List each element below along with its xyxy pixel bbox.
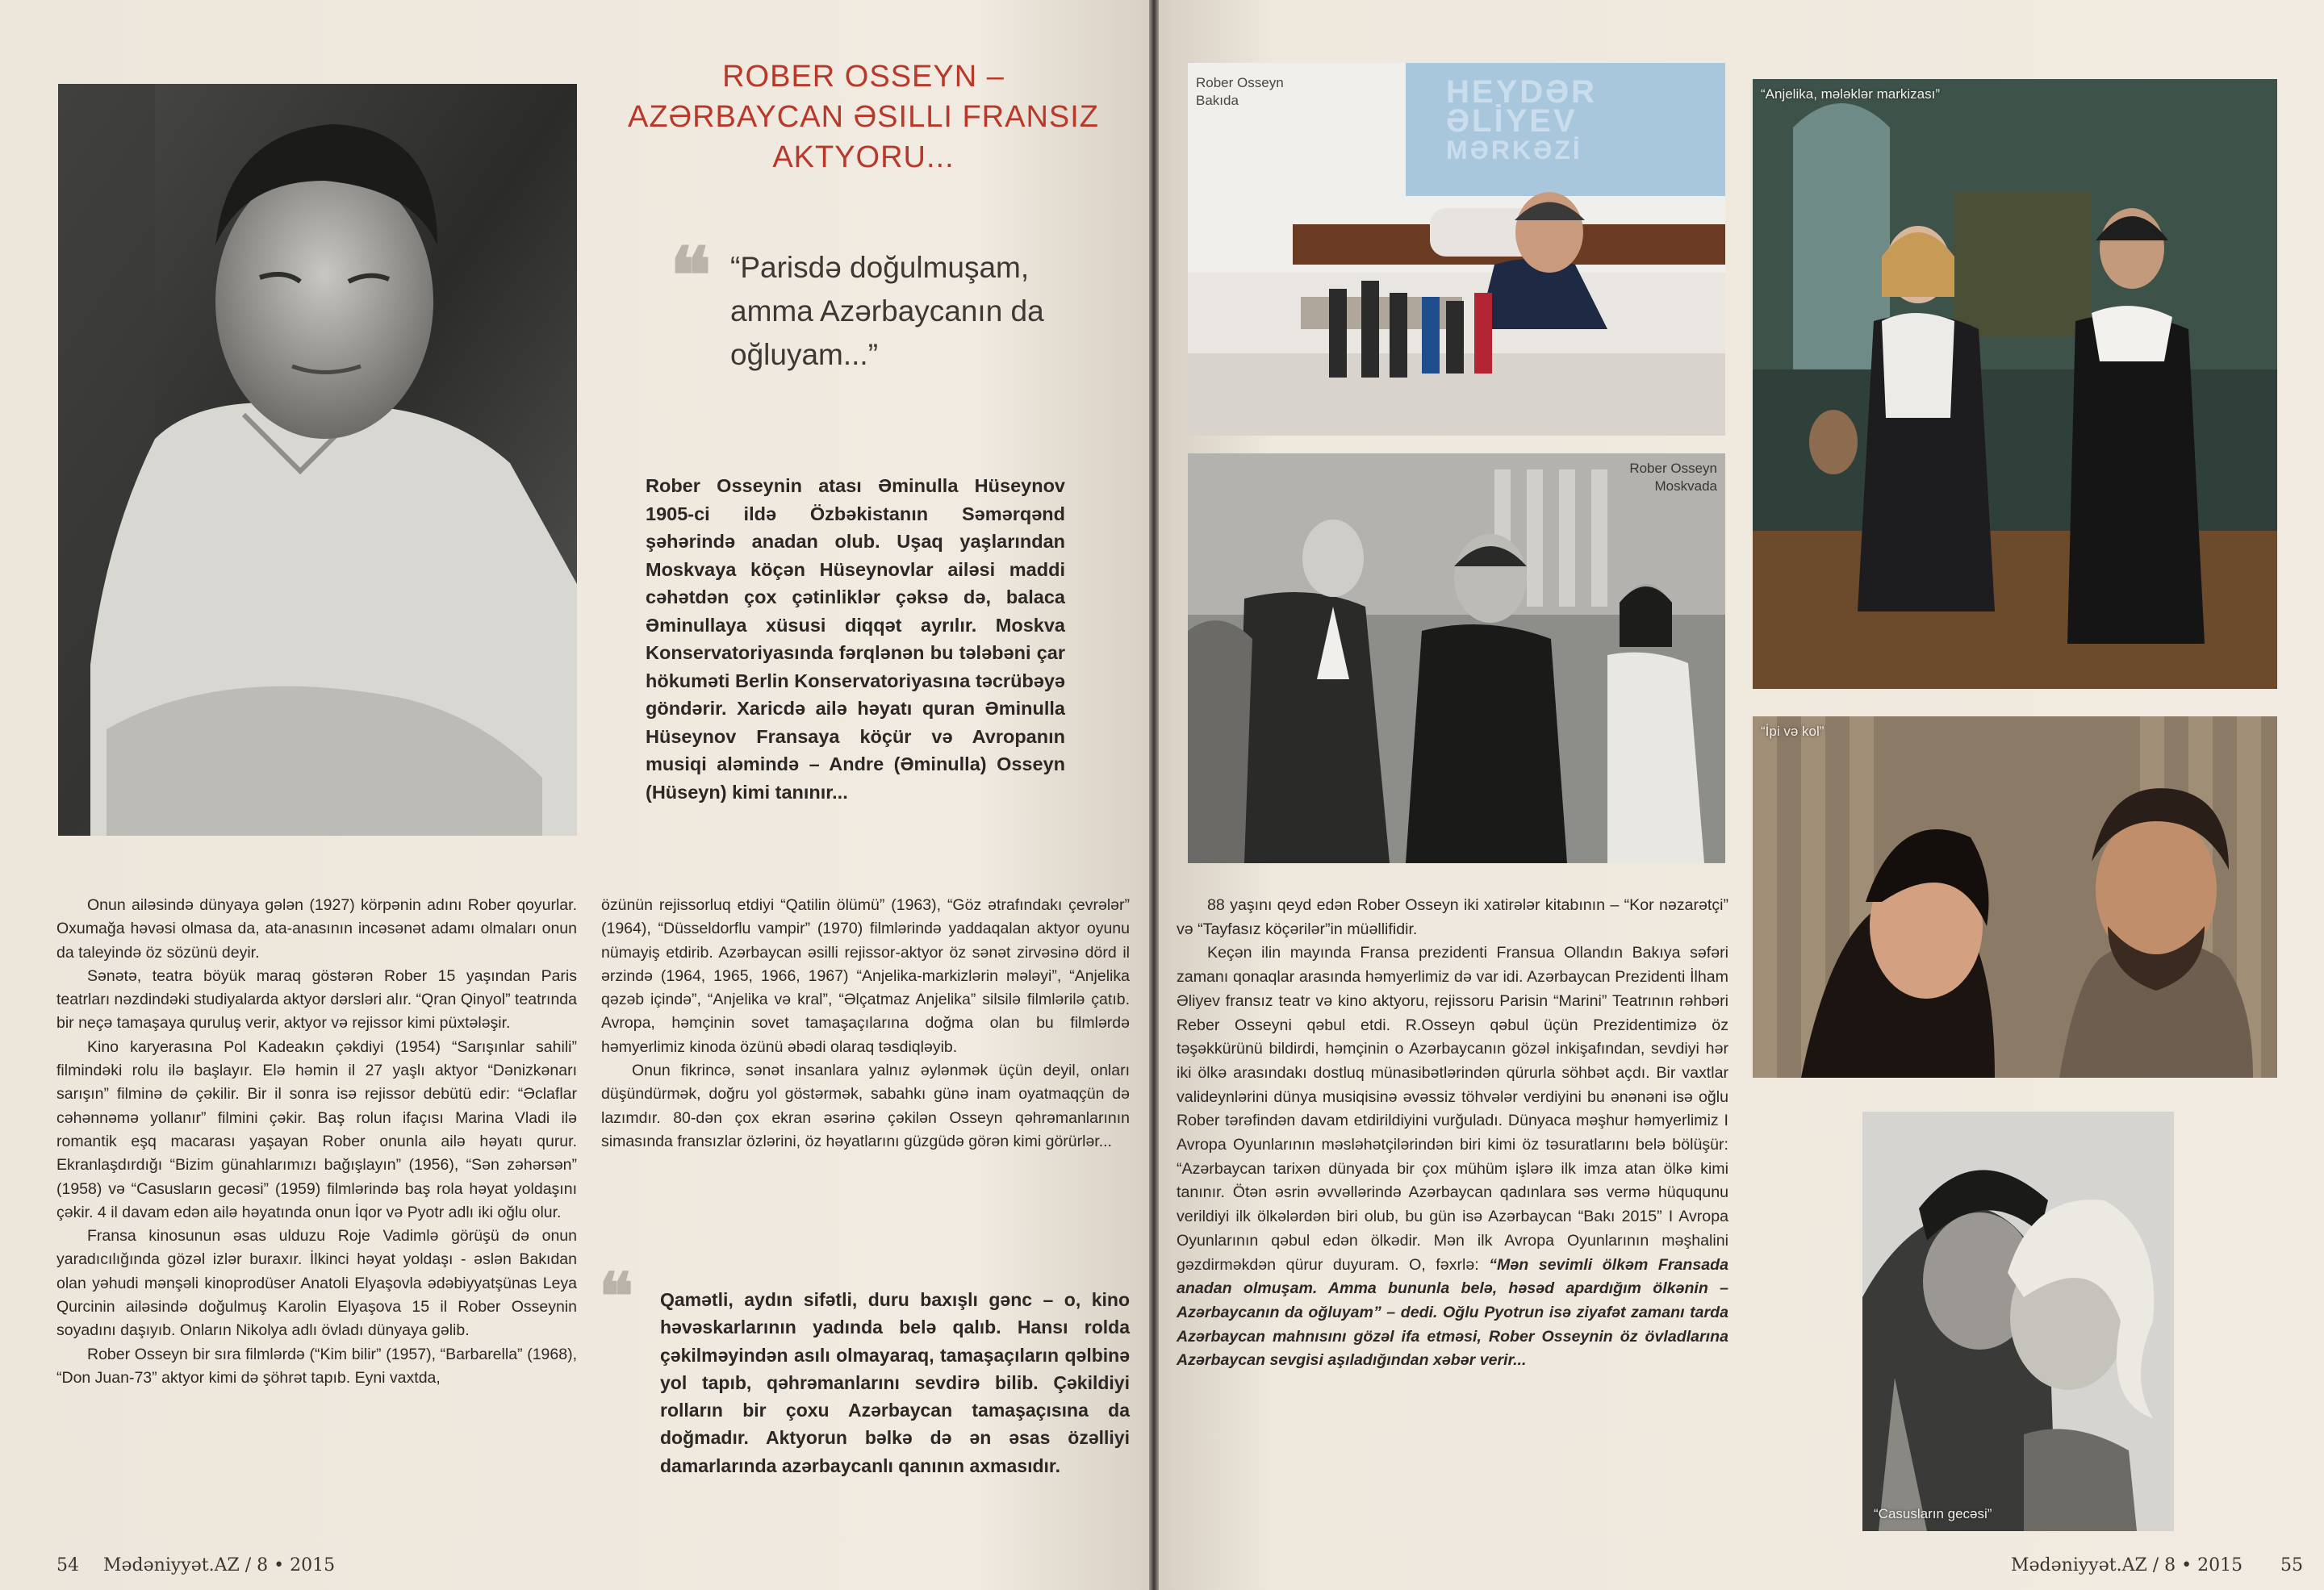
- text-column-2: [601, 894, 1130, 1154]
- left-page: [0, 0, 1149, 1590]
- photo-caption-line: Moskvada: [1654, 478, 1717, 494]
- column-1-paragraph: Rober Osseyn bir sıra filmlərdə (“Kim bilir” (1957), “Barbarella” (1968), “Don Juan-73” aktyor kimi də şöhrət tapıb. Eyni vaxtda,: [56, 1345, 577, 1387]
- quote-mark-icon: ❝: [599, 1258, 634, 1334]
- right-page: [1159, 0, 2324, 1590]
- column-1-paragraph: Fransa kinosunun əsas ulduzu Roje Vadimlə görüşü də onun yaradıcılığında gözəl izlər buraxır. İlkinci həyat yoldaşı - əslən Bakıdan olan yəhudi mənşəli kinoprodüser Anatoli Elyaşovla ədəbiyyatşünas Leya Qurcinin ailəsində doğulmuş Karolin Elyaşova 15 il Rober Osseynin soyadını daşıyıb. Onların Nikolya adlı övladı dünyaya gəlib.: [56, 1227, 577, 1340]
- column-1-paragraph: Onun ailəsində dünyaya gələn (1927) körpənin adını Rober qoyurlar. Oxumağa həvəsi olmasa da, ata-anasının incəsənət adamı olmaları onun da taleyində öz sözünü deyir.: [56, 896, 577, 962]
- quote-bold-italic: “Mən sevimli ölkəm Fransada anadan olmuşam. Amma bununla belə, həsəd apardığım ölkənin – Azərbaycanın da oğluyam” – dedi. Oğlu Pyotrun isə ziyafət zamanı tarda Azərbaycan mahnısını gözəl ifa etməsi, Rober Osseynin öz övladlarına Azərbaycan sevgisi aşıladığından xəbər verir...: [1177, 1255, 1728, 1370]
- center-sign-line: ƏLİYEV: [1446, 103, 1578, 139]
- photo-caption-line: Rober Osseyn: [1196, 75, 1284, 90]
- photo-caption: “İpi və kol”: [1761, 724, 1825, 739]
- film-still-photo: [1753, 716, 2277, 1078]
- column-2-paragraph: özünün rejissorluq etdiyi “Qatilin ölümü” (1963), “Göz ətrafındakı çevrələr” (1964), “Düsseldorflu vampir” (1970) filmlərində yaddaqalan aktyor oyunu nümayiş etdirib. Azərbaycan əsilli rejissor-aktyor öz sənət zirvəsinə dörd il ərzində (1964, 1965, 1966, 1967) “Anjelika-markizlərin mələyi”, “Anjelika qəzəb içində”, “Anjelika və kral”, “Əlçatmaz Anjelika” silsilə filmlərilə çatıb. Avropa, həmçinin sovet tamaşaçılarına doğma olan bu filmlərdə həmyerlimiz kinoda özünü əbədi olaraq təsdiqləyib.: [601, 896, 1130, 1056]
- center-sign: [1446, 74, 1598, 165]
- center-sign-line: MƏRKƏZİ: [1446, 136, 1582, 165]
- text-column-1: [56, 894, 577, 1390]
- photo-caption: “Anjelika, mələklər markizası”: [1761, 86, 1940, 102]
- couple-photo: [1862, 1112, 2174, 1531]
- photo-caption: [1196, 74, 1284, 110]
- photo-caption: “Casusların gecəsi”: [1874, 1506, 1992, 1521]
- photo-caption-line: Bakıda: [1196, 93, 1239, 108]
- intro-paragraph: Rober Osseynin atası Əminulla Hüseynov 1905-ci ildə Özbəkistanın Səmərqənd şəhərində anadan olub. Uşaq yaşlarından Moskvaya köçən Hüseynovlar ailəsi maddi cəhətdən çox çətinliklər çəksə də, balaca Əminullaya xüsusi diqqət ayrılır. Moskva Konservatoriyasında fərqlənən bu tələbəni çar hökuməti Berlin Konservatoriyasına təcrübəyə göndərir. Xaricdə ailə həyatı quran Əminulla Hüseynov Fransaya köçür və Avropanın musiqi aləmində – Andre (Əminulla) Osseyn (Hüseyn) kimi tanınır...: [646, 475, 1065, 803]
- article-title-line1: ROBER OSSEYN –: [722, 60, 1005, 94]
- photo-caption: [1629, 460, 1717, 495]
- page-number: 55: [2280, 1555, 2303, 1575]
- right-paragraph-text: Keçən ilin mayında Fransa prezidenti Fransua Ollandın Bakıya səfəri zamanı qonaqlar arasında həmyerlimiz də var idi. Azərbaycan Prezidenti İlham Əliyev fransız teatr və kino aktyoru, rejissoru Parisin “Marini” Teatrının rəhbəri Reber Osseyni qəbul etdi. R.Osseyn qəbul üçün Prezidentimizə öz təşəkkürünü bildirdi, həmçinin o Azərbaycanın gözəl inkişafından, sevdiyi hər iki ölkə arasındakı dostluq münasibətlərindən qürurla söhbət açdı. Bir vaxtlar valideynlərini dünya musiqisinə əvəssiz töhvələr verdiyini bu ənənəni isə oğlu Rober tərəfindən davam etdirildiyini vurğuladı. Dünyaca məşhur həmyerlimiz I Avropa Oyunlarının məsləhətçilərindən biri kimi öz təsuratlarını belə bölüşür: “Azərbaycan tarixən dünyada bir çox mühüm işlərə ilk imza atan ölkə kimi tanınır. Ötən əsrin əvvəllərində Azərbaycan qadınlara səs vermə hüququnu verildiyi ilk ölkələrdən biri olub, bu gün isə Azərbaycan “Bakı 2015” I Avropa Oyunlarının qəbul edən ölkədir. Mən ilk Avropa Oyunlarının məşhalini gəzdirməkdən qürur duyuram. O, fəxrlə:: [1177, 944, 1728, 1274]
- magazine-footer: Mədəniyyət.AZ / 8 • 2015: [2011, 1555, 2243, 1575]
- column-2-paragraph: Onun fikrincə, sənət insanlara yalnız əylənmək üçün deyil, onları düşündürmək, doğru yol göstərmək, sabahkı günə inam oyatmaqçün də lazımdır. 80-dən çox ekran əsərinə çəkilən Osseyn qəhrəmanlarının simasında fransızlar özlərini, öz həyatlarını güzgüdə görən kimi görürlər...: [601, 1062, 1130, 1150]
- photo-caption-line: Rober Osseyn: [1629, 461, 1717, 476]
- center-sign-line: HEYDƏR: [1446, 74, 1598, 110]
- right-paragraph: 88 yaşını qeyd edən Rober Osseyn iki xatirələr kitabının – “Kor nəzarətçi” və “Tayfasız köçərilər”in müəllifidir.: [1177, 896, 1728, 938]
- press-conference-photo: [1188, 63, 1725, 436]
- page-gutter: [1149, 0, 1159, 1590]
- moscow-photo: [1188, 453, 1725, 863]
- highlight-quote: Qamətli, aydın sifətli, duru baxışlı gənc – o, kino həvəskarlarının yadında belə qalıb. Hansı rolda çəkilməyindən asılı olmayaraq, tamaşaçıların qəlbinə yol tapıb, qəhrəmanlarını sevdirə bilib. Çəkildiyi rolların bir çoxu Azərbaycan tamaşaçısına da doğmadır. Aktyorun bəlkə də ən əsas özəlliyi damarlarında azərbaycanlı qanının axmasıdır.: [660, 1289, 1130, 1476]
- column-1-paragraph: Kino karyerasına Pol Kadeakın çəkdiyi (1954) “Sarışınlar sahili” filmindəki rolu ilə başlayır. Elə həmin il 27 yaşlı aktyor “Dənizkənarı sarışın” filminə də çəkilir. Bir il sonra isə rejissor debütü edir: “Əclaflar cəhənnəmə yollanır” filmini çəkir. Baş rolun ifaçısı Marina Vladi ilə romantik eşq macarası yaşayan Rober onunla ailə həyatı qurur. Ekranlaşdırdığı “Bizim günahlarımızı bağışlayın” (1956), “Sən zəhərsən” (1958) və “Casusların gecəsi” (1959) filmlərində baş rola həyat yoldaşını çəkir. 4 il davam edən ailə həyatında onun İqor və Pyotr adlı iki oğlu olur.: [56, 1037, 577, 1221]
- pull-quote: “Parisdə doğulmuşam, amma Azərbaycanın da oğluyam...”: [730, 251, 1044, 371]
- portrait-photo: [58, 84, 577, 836]
- magazine-footer: Mədəniyyət.AZ / 8 • 2015: [103, 1555, 336, 1575]
- angelique-film-photo: [1753, 79, 2277, 689]
- article-title: [581, 56, 1146, 177]
- article-title-line2: AZƏRBAYCAN ƏSILLI FRANSIZ AKTYORU...: [627, 100, 1100, 174]
- right-text-column: [1177, 894, 1728, 1373]
- column-1-paragraph: Sənətə, teatra böyük maraq göstərən Rober 15 yaşından Paris teatrları nəzdindəki studiyalarda aktyor dərsləri alır. “Qran Qinyol” teatrında bir neçə tamaşaya quruluş verir, aktyor və rejissor kimi püxtələşir.: [56, 966, 577, 1033]
- page-number: 54: [56, 1555, 79, 1575]
- right-paragraph: [1177, 941, 1728, 1373]
- quote-mark-icon: ❝: [670, 230, 712, 321]
